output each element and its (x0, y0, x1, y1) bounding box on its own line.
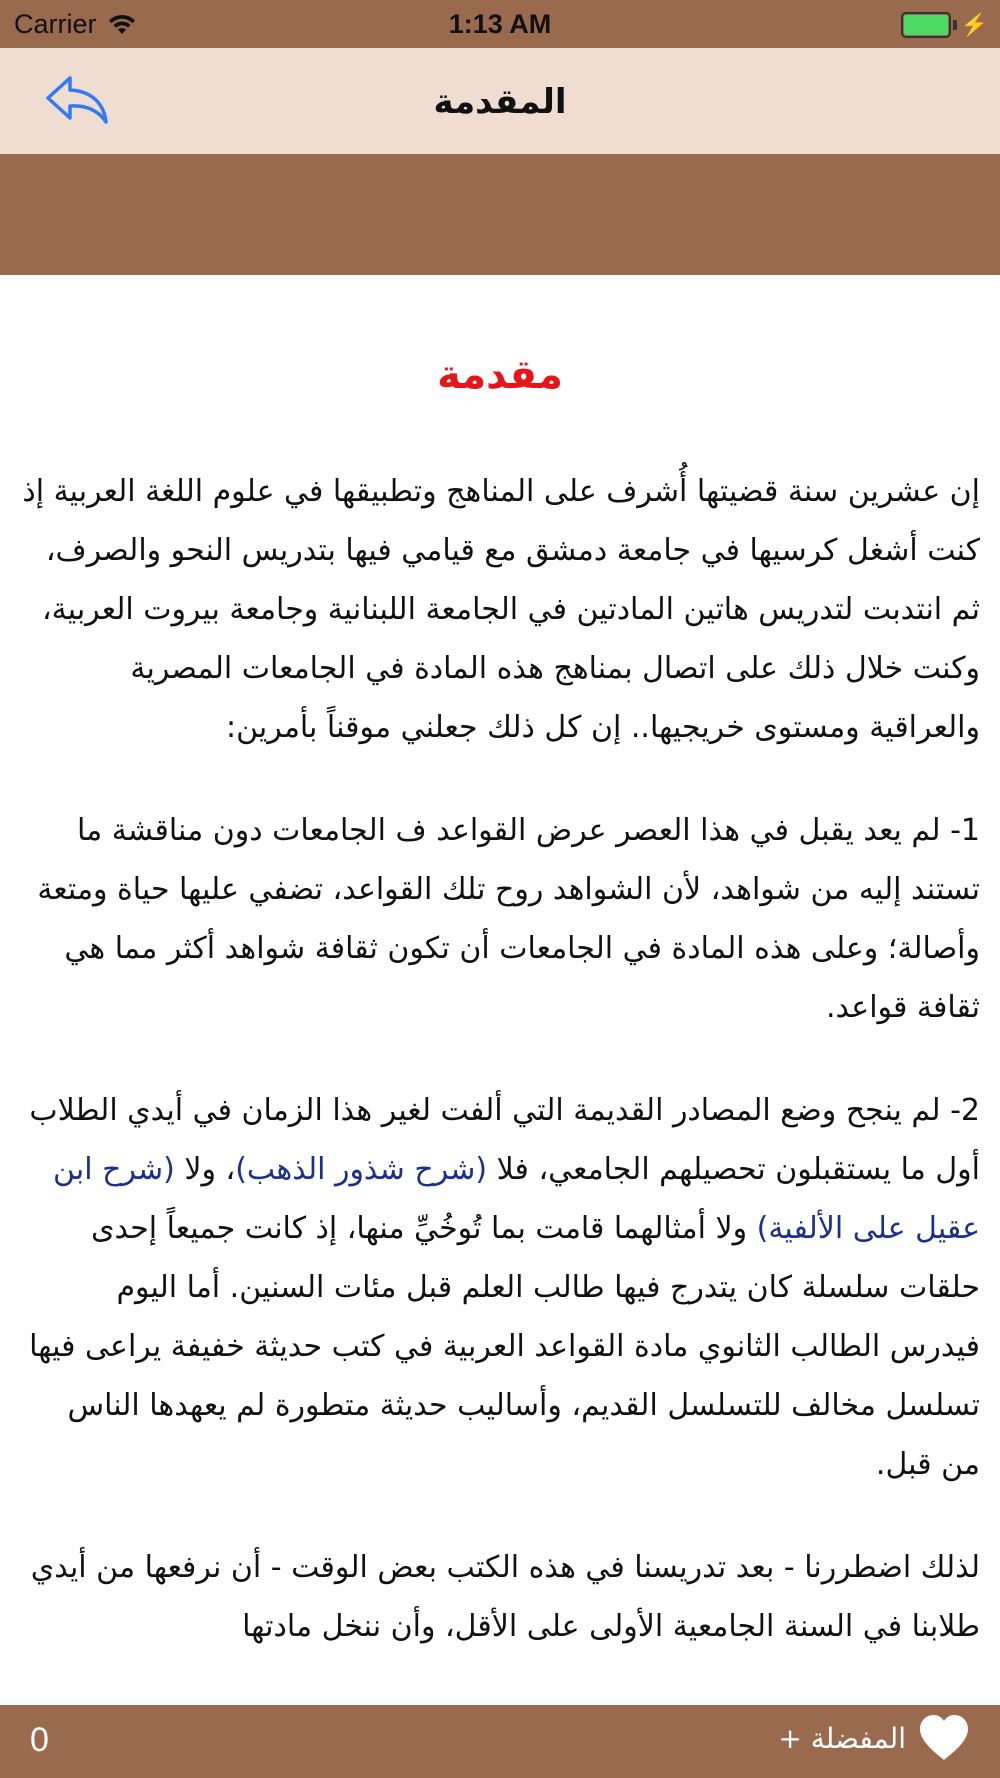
article-content[interactable] (0, 275, 1000, 1705)
banner (0, 154, 1000, 275)
paragraph-intro: إن عشرين سنة قضيتها أُشرف على المناهج وتطبيقها في علوم اللغة العربية إذ كنت أشغل كرسيها في جامعة دمشق مع قيامي فيها بتدريس النحو والصرف، ثم انتدبت لتدريس هاتين المادتين في الجامعة اللبنانية وجامعة بيروت العربية، وكنت خلال ذلك على اتصال بمناهج هذه المادة في الجامعات المصرية والعراقية ومستوى خريجيها.. إن كل ذلك جعلني موقناً بأمرين: (22, 474, 980, 745)
status-time: 1:13 AM (448, 9, 552, 39)
battery-fill (904, 15, 948, 35)
paragraph-conclusion: لذلك اضطررنا - بعد تدريسنا في هذه الكتب بعض الوقت - أن نرفعها من أيدي طلابنا في السنة الجامعية الأولى على الأقل، وأن ننخل مادتها (30, 1550, 980, 1644)
paragraph-text: 2- لم ينجح وضع المصادر القديمة التي ألفت لغير هذا الزمان في أيدي الطلاب أول ما يستقبلون تحصيلهم الجامعي، فلا (29, 1093, 980, 1187)
favorites-count: 0 (30, 1721, 49, 1759)
heart-icon (918, 1713, 970, 1763)
paragraph-text: ولا أمثالهما قامت بما تُوخُيِّ منها، إذ كانت جميعاً إحدى حلقات سلسلة كان يتدرج فيها طالب العلم قبل مئات السنين. أما اليوم فيدرس الطالب الثانوي مادة القواعد العربية في كتب حديثة خفيفة يراعى فيها تسلسل مخالف للتسلسل القديم، وأساليب حديثة متطورة لم يعهدها الناس من قبل. (29, 1211, 980, 1482)
page-title: المقدمة (433, 82, 567, 122)
status-bar (0, 0, 1000, 48)
status-right (901, 12, 988, 38)
charging-bolt-icon: ⚡ (960, 12, 988, 37)
paragraph-text: ، ولا (174, 1152, 236, 1187)
paragraph-point-2 (20, 1081, 980, 1494)
reference-link-ibn-aqil[interactable]: (شرح ابن عقيل على الألفية) (53, 1152, 980, 1246)
battery-icon (901, 12, 957, 38)
bottom-toolbar (0, 1705, 1000, 1778)
carrier-label: Carrier (14, 9, 97, 39)
reference-link-shudhur[interactable]: (شرح شذور الذهب) (235, 1152, 488, 1187)
navigation-bar (0, 48, 1000, 154)
favorite-label: + المفضلة (778, 1721, 906, 1755)
article-heading: مقدمة (437, 352, 563, 398)
add-favorite-button[interactable] (778, 1713, 970, 1763)
paragraph-point-1: 1- لم يعد يقبل في هذا العصر عرض القواعد ف الجامعات دون مناقشة ما تستند إليه من شواهد، لأن الشواهد روح تلك القواعد، تضفي عليها حياة ومتعة وأصالة؛ وعلى هذه المادة في الجامعات أن تكون ثقافة شواهد أكثر مما هي ثقافة قواعد. (37, 813, 980, 1025)
